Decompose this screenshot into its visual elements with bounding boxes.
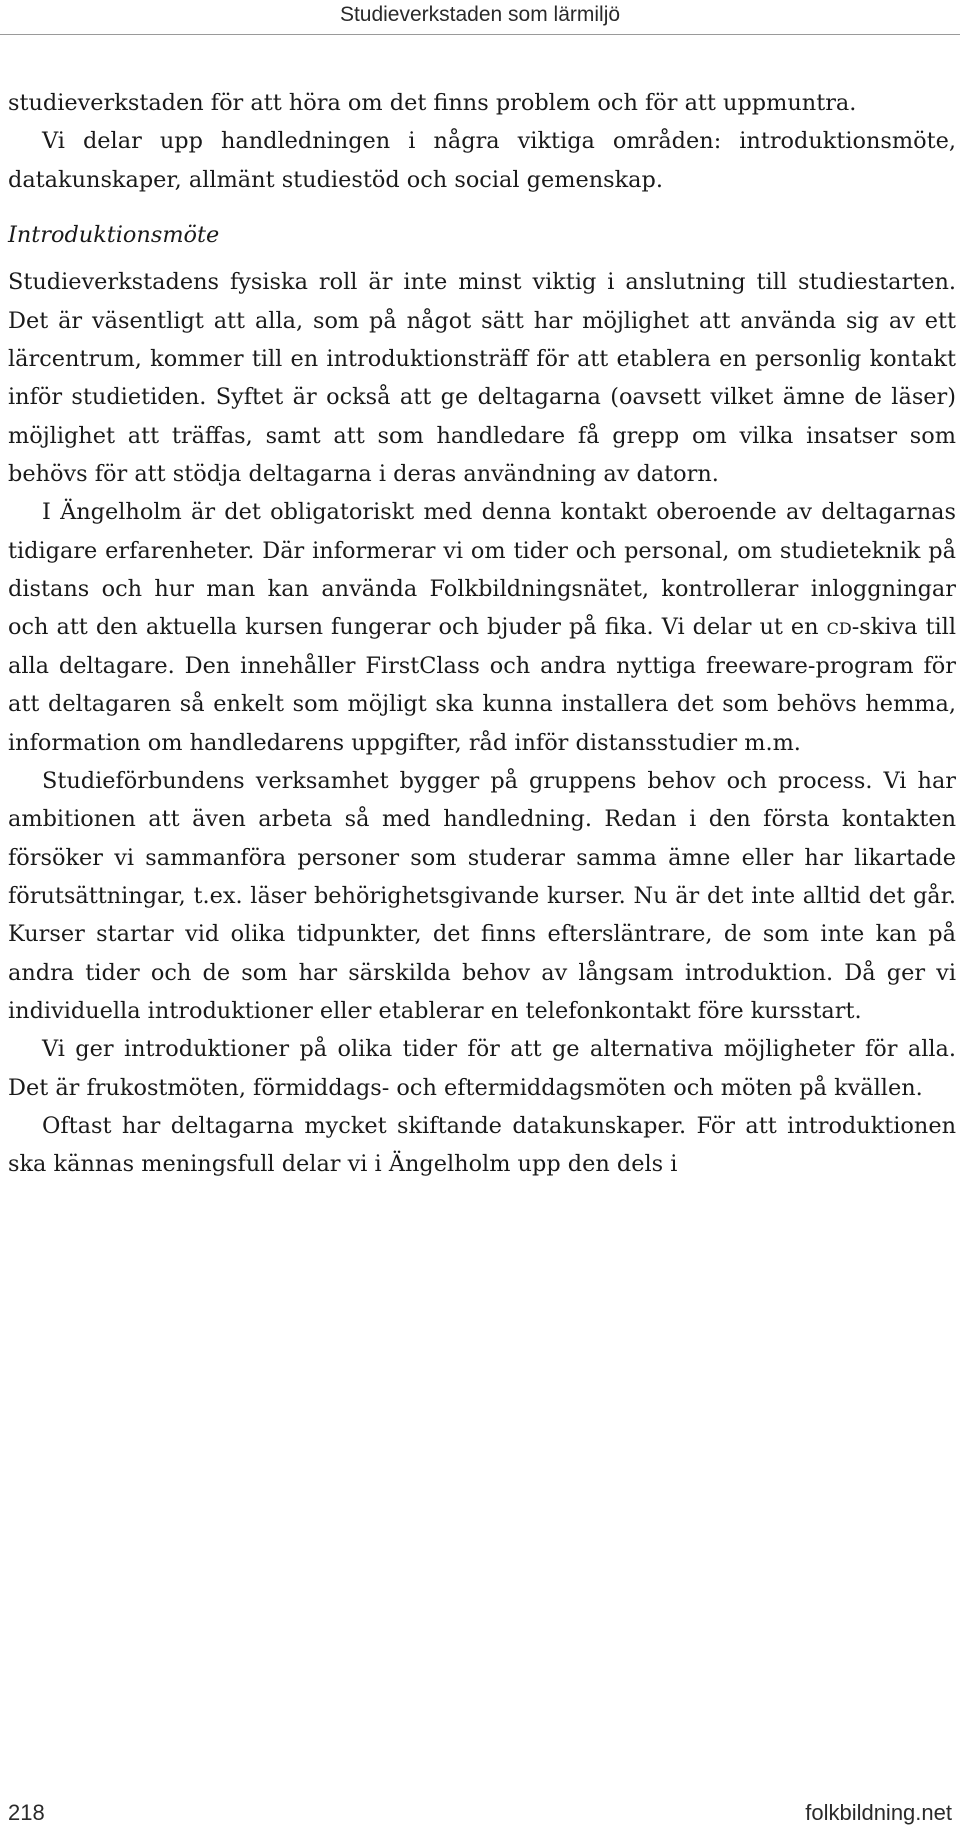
running-title: Studieverkstaden som lärmiljö <box>339 3 621 26</box>
page-footer <box>0 1800 960 1830</box>
heading-spacer <box>8 254 956 263</box>
section-heading-introduktionsmote: Introduktionsmöte <box>8 222 220 249</box>
paragraph-computer-skills: Oftast har deltagarna mycket skiftande datakunskaper. För att introduktionen ska kännas meningsfull delar vi i Ängelholm upp den dels i <box>8 1112 956 1178</box>
paragraph-continued: studieverkstaden för att höra om det finns problem och för att uppmuntra. <box>8 90 857 116</box>
cd-abbreviation: cd <box>826 614 852 641</box>
page-number: 218 <box>8 1800 45 1825</box>
paragraph-physical-role: Studieverkstadens fysiska roll är inte minst viktig i anslutning till studiestarten. Det är väsentligt att alla, som på något sätt har möjlighet att använda sig av ett lärcentrum, kommer till en introduktionsträff för att etablera en personlig kontakt inför studietiden. Syftet är också att ge deltagarna (oavsett vilket ämne de läser) möjlighet att träffas, samt att som handledare få grepp om vilka insatser som behövs för att stödja deltagarna i deras användning av datorn. <box>8 269 956 488</box>
site-name: folkbildning.net <box>805 1800 952 1825</box>
paragraph-areas: Vi delar upp handledningen i några viktiga områden: introduktionsmöte, datakunskaper, allmänt studiestöd och social gemenskap. <box>8 128 956 193</box>
paragraph-angelholm-part1: I Ängelholm är det obligatoriskt med denna kontakt oberoende av deltagarnas tidigare erfarenheter. Där informerar vi om tider och personal, om studieteknik på distans och hur man kan använda Folkbildningsnätet, kontrollerar inloggningar och att den aktuella kursen fungerar och bjuder på fika. Vi delar ut en <box>8 499 956 641</box>
paragraph-angelholm <box>8 493 956 761</box>
paragraph-introduction-times: Vi ger introduktioner på olika tider för att ge alternativa möjligheter för alla. Det är frukostmöten, förmiddags- och eftermiddagsmöten och möten på kvällen. <box>8 1036 956 1101</box>
paragraph-study-associations: Studieförbundens verksamhet bygger på gruppens behov och process. Vi har ambitionen att även arbeta så med handledning. Redan i den första kontakten försöker vi sammanföra personer som studerar samma ämne eller har likartade förutsättningar, t.ex. läser behörighetsgivande kurser. Nu är det inte alltid det går. Kurser startar vid olika tidpunkter, det finns eftersläntrare, de som inte kan på andra tider och de som har särskilda behov av långsam introduktion. Då ger vi individuella introduktioner eller etablerar en telefonkontakt före kursstart. <box>8 767 956 1024</box>
running-header <box>0 0 960 35</box>
page-body <box>8 84 956 1184</box>
paragraph-angelholm-part2: -skiva till alla deltagare. Den innehåller FirstClass och andra nyttiga freeware-program för att deltagaren så enkelt som möjligt ska kunna installera det som behövs hemma, information om handledarens uppgifter, råd inför distansstudier m.m. <box>8 614 956 756</box>
